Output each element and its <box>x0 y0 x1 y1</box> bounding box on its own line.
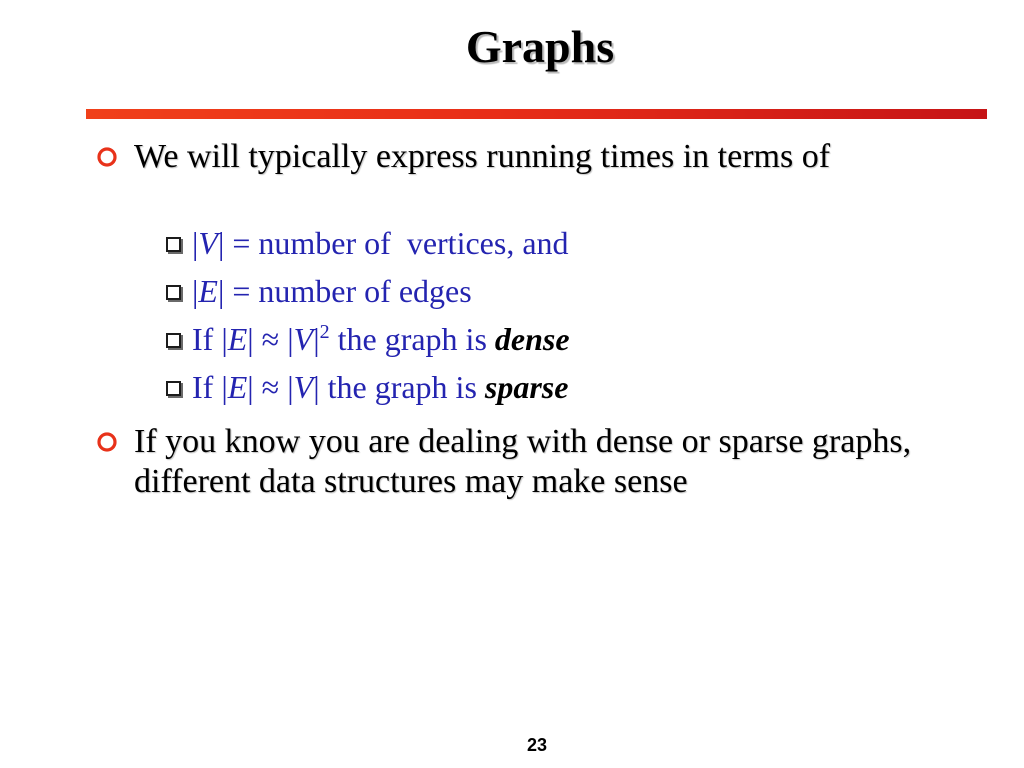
sub-text: | <box>192 225 199 261</box>
sub-text: | <box>313 321 320 357</box>
bullet-item <box>96 422 936 502</box>
emphasis-dense: dense <box>494 321 570 357</box>
sub-text: If | <box>192 369 228 405</box>
variable-v: V <box>293 369 314 405</box>
circle-bullet-icon <box>96 431 118 453</box>
sub-text: | = number of vertices, and <box>217 225 569 261</box>
square-bullet-icon <box>166 381 181 396</box>
sub-text: | <box>192 273 199 309</box>
sub-text: | the graph is <box>313 369 485 405</box>
title-divider <box>86 109 987 119</box>
variable-e: E <box>198 273 218 309</box>
bullet-item <box>96 137 976 177</box>
sub-text: | ≈ | <box>247 369 294 405</box>
sub-text: If | <box>192 321 228 357</box>
emphasis-sparse: sparse <box>484 369 569 405</box>
variable-e: E <box>227 369 248 405</box>
circle-bullet-icon <box>96 146 118 168</box>
slide-title: Graphs <box>465 21 615 72</box>
variable-v: V <box>293 321 314 357</box>
exponent: 2 <box>319 321 330 343</box>
sub-text: | ≈ | <box>247 321 294 357</box>
bullet-text: If you know you are dealing with dense or sparse graphs, different data structures may make sense <box>134 423 912 500</box>
bullet-text: We will typically express running times in terms of <box>134 138 831 175</box>
variable-v: V <box>198 225 218 261</box>
page-number: 23 <box>526 735 548 755</box>
variable-e: E <box>227 321 248 357</box>
sub-bullet-item <box>150 327 568 407</box>
sub-text: | = number of edges <box>217 273 472 309</box>
sub-text: the graph is <box>329 321 495 357</box>
